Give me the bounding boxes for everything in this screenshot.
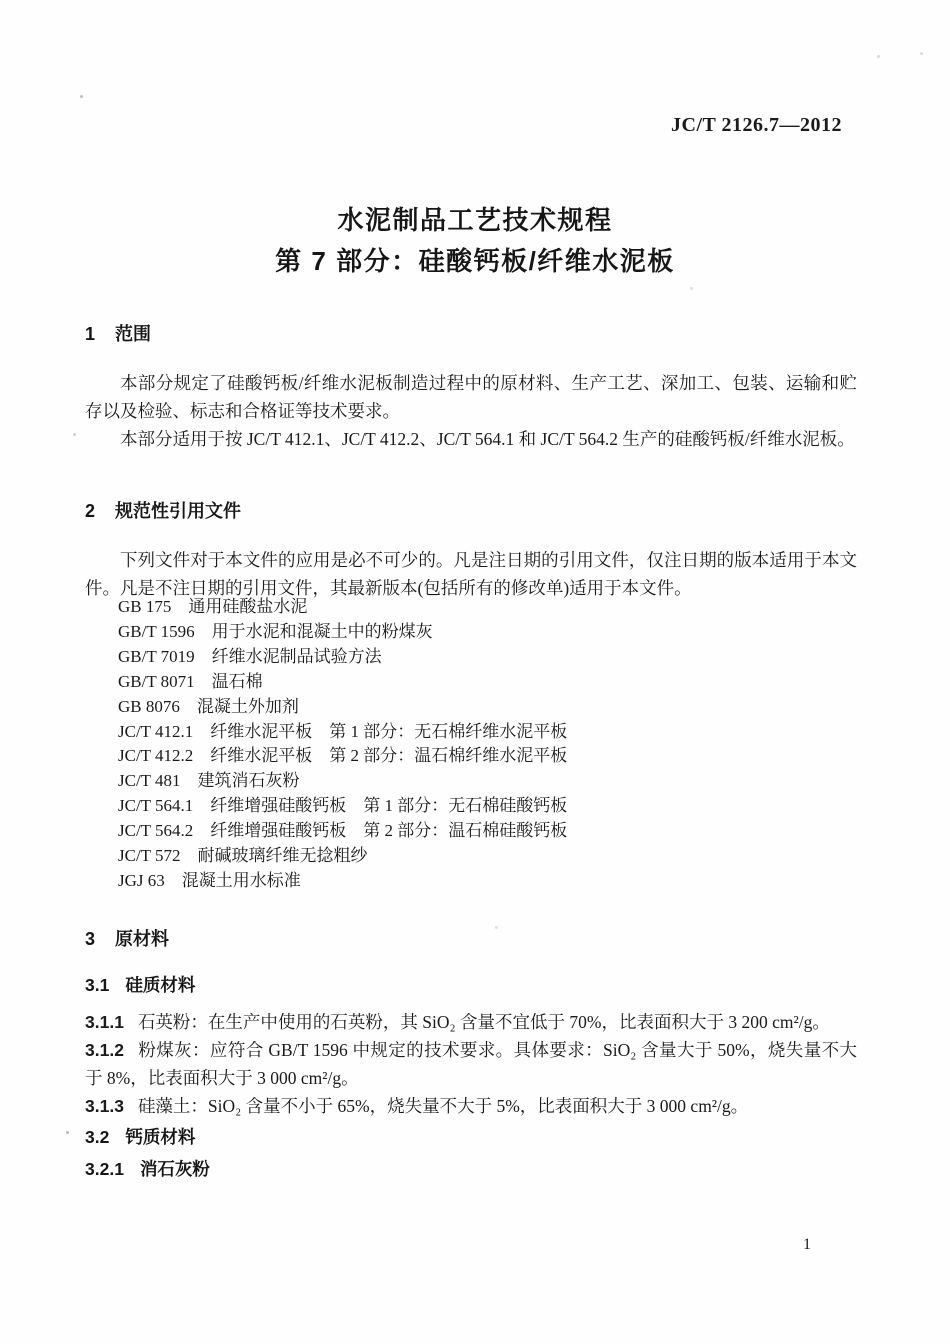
section-1-number: 1 (85, 324, 96, 344)
reference-item: JC/T 564.1 纤维增强硅酸钙板 第 1 部分：无石棉硅酸钙板 (118, 796, 568, 816)
doc-number: JC/T 2126.7—2012 (671, 114, 842, 136)
reference-item: JGJ 63 混凝土用水标准 (118, 870, 301, 890)
scope-paragraph-2: 本部分适用于按 JC/T 412.1、JC/T 412.2、JC/T 564.1 和 JC/T 564.2 生产的硅酸钙板/纤维水泥板。 (120, 429, 855, 449)
section-3-title: 原材料 (115, 929, 170, 949)
reference-item: JC/T 412.2 纤维水泥平板 第 2 部分：温石棉纤维水泥平板 (118, 746, 568, 766)
page-number: 1 (803, 1236, 811, 1253)
scan-speck (690, 287, 693, 290)
clause-number: 3.1.2 (85, 1040, 124, 1060)
section-1-title: 范围 (115, 324, 152, 344)
section-3-2-heading (85, 1124, 195, 1149)
reference-item: GB/T 1596 用于水泥和混凝土中的粉煤灰 (118, 621, 433, 641)
section-2-heading (85, 497, 241, 523)
clause-number: 3.1.1 (85, 1012, 124, 1032)
clause-text: 石英粉：在生产中使用的石英粉，其 SiO₂ 含量不宜低于 70%，比表面积大于 3 200 cm²/g。 (137, 1012, 830, 1032)
reference-item: JC/T 481 建筑消石灰粉 (118, 771, 300, 791)
reference-item: GB 8076 混凝土外加剂 (118, 696, 299, 716)
scan-speck (877, 55, 880, 58)
scan-speck (495, 926, 498, 929)
scan-speck (73, 433, 76, 436)
section-1-heading (85, 320, 151, 346)
clause (85, 1008, 857, 1036)
section-3-heading (85, 925, 169, 951)
reference-item: GB/T 7019 纤维水泥制品试验方法 (118, 646, 382, 666)
doc-title-line1: 水泥制品工艺技术规程 (337, 205, 613, 235)
section-3-2-1-heading (85, 1156, 210, 1181)
section-3-2-1-number: 3.2.1 (85, 1159, 124, 1179)
clause-text: 粉煤灰：应符合 GB/T 1596 中规定的技术要求。具体要求：SiO₂ 含量大于 50%，烧失量不大于 8%，比表面积大于 3 000 cm²/g。 (85, 1040, 857, 1088)
section-3-1-heading (85, 972, 195, 997)
section-2-number: 2 (85, 501, 96, 521)
reference-item: GB 175 通用硅酸盐水泥 (118, 597, 308, 616)
section-3-2-number: 3.2 (85, 1127, 110, 1147)
reference-item: GB/T 8071 温石棉 (118, 671, 263, 691)
scan-speck (80, 95, 83, 98)
references-list (118, 595, 878, 894)
section-2-title: 规范性引用文件 (115, 501, 242, 521)
scan-speck (920, 52, 923, 55)
scope-paragraph-1: 本部分规定了硅酸钙板/纤维水泥板制造过程中的原材料、生产工艺、深加工、包装、运输和贮存以及检验、标志和合格证等技术要求。 (85, 373, 857, 421)
siliceous-clause-list (85, 1008, 857, 1120)
section-3-1-number: 3.1 (85, 975, 110, 995)
section-3-number: 3 (85, 929, 96, 949)
doc-title-line2: 第 7 部分：硅酸钙板/纤维水泥板 (275, 246, 675, 276)
clause-number: 3.1.3 (85, 1096, 124, 1116)
section-3-2-1-title: 消石灰粉 (139, 1159, 210, 1179)
section-3-1-title: 硅质材料 (125, 975, 196, 995)
reference-item: JC/T 572 耐碱玻璃纤维无捻粗纱 (118, 846, 368, 866)
scan-speck (66, 1131, 69, 1134)
clause (85, 1036, 857, 1092)
clause (85, 1092, 857, 1120)
clause-text: 硅藻土：SiO₂ 含量不小于 65%，烧失量不大于 5%，比表面积大于 3 000 cm²/g。 (137, 1096, 749, 1116)
section-3-2-title: 钙质材料 (125, 1127, 196, 1147)
reference-item: JC/T 412.1 纤维水泥平板 第 1 部分：无石棉纤维水泥平板 (118, 721, 568, 741)
references-intro: 下列文件对于本文件的应用是必不可少的。凡是注日期的引用文件，仅注日期的版本适用于本文件。凡是不注日期的引用文件，其最新版本(包括所有的修改单)适用于本文件。 (85, 550, 857, 598)
reference-item: JC/T 564.2 纤维增强硅酸钙板 第 2 部分：温石棉硅酸钙板 (118, 821, 568, 841)
